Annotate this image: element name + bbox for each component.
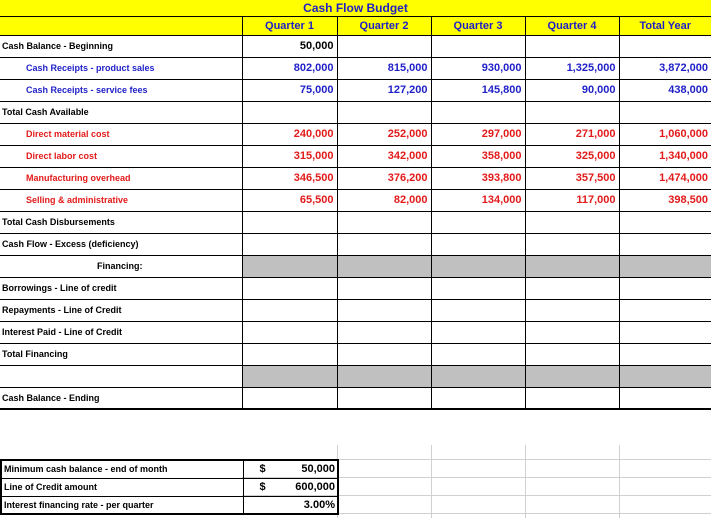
cell-q2[interactable] xyxy=(337,365,431,387)
cell-q2[interactable] xyxy=(337,387,431,409)
cell-q4[interactable] xyxy=(525,233,619,255)
cell-q1[interactable] xyxy=(242,255,337,277)
assumption-row xyxy=(1,496,338,514)
column-header-q4[interactable]: Quarter 4 xyxy=(525,17,619,35)
row-label[interactable]: Cash Flow - Excess (deficiency) xyxy=(0,233,242,255)
cell-q4[interactable] xyxy=(525,211,619,233)
cell-q1[interactable] xyxy=(242,299,337,321)
assumption-value-cell[interactable] xyxy=(243,460,338,478)
cell-q1[interactable]: 315,000 xyxy=(242,145,337,167)
cell-q4[interactable] xyxy=(525,35,619,57)
header-blank-cell[interactable] xyxy=(0,17,242,35)
cell-total-year[interactable] xyxy=(619,343,711,365)
cell-q1[interactable] xyxy=(242,233,337,255)
cell-total-year[interactable]: 1,340,000 xyxy=(619,145,711,167)
cell-q1[interactable]: 65,500 xyxy=(242,189,337,211)
table-row xyxy=(0,167,711,189)
assumption-value-cell[interactable] xyxy=(243,496,338,514)
cell-q2[interactable]: 127,200 xyxy=(337,79,431,101)
cell-q1[interactable]: 802,000 xyxy=(242,57,337,79)
cell-q1[interactable]: 50,000 xyxy=(242,35,337,57)
cell-total-year[interactable] xyxy=(619,35,711,57)
cell-q2[interactable] xyxy=(337,255,431,277)
assumption-value: 50,000 xyxy=(301,463,335,476)
cash-flow-table xyxy=(0,17,711,410)
table-row xyxy=(0,299,711,321)
row-label[interactable]: Cash Balance - Beginning xyxy=(0,35,242,57)
row-label[interactable]: Cash Receipts - product sales xyxy=(0,57,242,79)
cell-q3[interactable] xyxy=(431,343,525,365)
cell-q3[interactable] xyxy=(431,255,525,277)
row-label[interactable] xyxy=(0,365,242,387)
cell-q3[interactable]: 145,800 xyxy=(431,79,525,101)
cell-q4[interactable] xyxy=(525,277,619,299)
cell-q1[interactable] xyxy=(242,343,337,365)
cell-total-year[interactable] xyxy=(619,387,711,409)
cell-q4[interactable] xyxy=(525,387,619,409)
cell-q3[interactable]: 358,000 xyxy=(431,145,525,167)
cell-q2[interactable]: 252,000 xyxy=(337,123,431,145)
row-label[interactable]: Total Cash Disbursements xyxy=(0,211,242,233)
cell-q2[interactable] xyxy=(337,299,431,321)
column-header-total-year[interactable]: Total Year xyxy=(619,17,711,35)
table-row xyxy=(0,145,711,167)
row-label[interactable]: Total Financing xyxy=(0,343,242,365)
cell-q3[interactable] xyxy=(431,299,525,321)
cell-q1[interactable]: 346,500 xyxy=(242,167,337,189)
table-row xyxy=(0,387,711,409)
cell-q1[interactable] xyxy=(242,101,337,123)
cell-q1[interactable] xyxy=(242,321,337,343)
cell-total-year[interactable]: 1,474,000 xyxy=(619,167,711,189)
cell-q4[interactable] xyxy=(525,321,619,343)
table-row xyxy=(0,365,711,387)
cell-q2[interactable]: 376,200 xyxy=(337,167,431,189)
cell-total-year[interactable] xyxy=(619,299,711,321)
cell-total-year[interactable] xyxy=(619,321,711,343)
table-row xyxy=(0,211,711,233)
cell-q3[interactable]: 393,800 xyxy=(431,167,525,189)
assumption-value: 600,000 xyxy=(295,481,335,493)
assumption-row xyxy=(1,478,338,496)
assumption-label[interactable]: Minimum cash balance - end of month xyxy=(1,460,243,478)
table-row xyxy=(0,123,711,145)
currency-symbol: $ xyxy=(259,463,266,476)
row-label[interactable]: Borrowings - Line of credit xyxy=(0,277,242,299)
cell-q4[interactable] xyxy=(525,343,619,365)
table-row xyxy=(0,277,711,299)
cell-q3[interactable] xyxy=(431,277,525,299)
cell-q4[interactable]: 271,000 xyxy=(525,123,619,145)
assumption-label[interactable]: Line of Credit amount xyxy=(1,478,243,496)
column-header-row xyxy=(0,17,711,35)
cell-total-year[interactable] xyxy=(619,211,711,233)
currency-symbol: $ xyxy=(259,481,266,493)
cell-q4[interactable]: 357,500 xyxy=(525,167,619,189)
cell-total-year[interactable] xyxy=(619,365,711,387)
cell-q1[interactable] xyxy=(242,387,337,409)
table-row xyxy=(0,255,711,277)
cell-q3[interactable] xyxy=(431,321,525,343)
column-header-q1[interactable]: Quarter 1 xyxy=(242,17,337,35)
cell-q3[interactable] xyxy=(431,365,525,387)
cell-q2[interactable]: 82,000 xyxy=(337,189,431,211)
cell-q2[interactable]: 815,000 xyxy=(337,57,431,79)
cell-total-year[interactable]: 438,000 xyxy=(619,79,711,101)
assumptions-table xyxy=(0,459,339,515)
table-row xyxy=(0,343,711,365)
row-label[interactable]: Financing: xyxy=(0,255,242,277)
assumption-value-cell[interactable] xyxy=(243,478,338,496)
table-row xyxy=(0,189,711,211)
cell-total-year[interactable]: 3,872,000 xyxy=(619,57,711,79)
table-row xyxy=(0,233,711,255)
cell-total-year[interactable] xyxy=(619,277,711,299)
row-label[interactable]: Direct material cost xyxy=(0,123,242,145)
assumption-row xyxy=(1,460,338,478)
cell-q4[interactable]: 117,000 xyxy=(525,189,619,211)
cell-q3[interactable] xyxy=(431,211,525,233)
cell-q3[interactable]: 134,000 xyxy=(431,189,525,211)
cell-q2[interactable] xyxy=(337,233,431,255)
sheet-title: Cash Flow Budget xyxy=(303,1,408,15)
row-label[interactable]: Cash Receipts - service fees xyxy=(0,79,242,101)
cell-q2[interactable] xyxy=(337,101,431,123)
cell-q1[interactable] xyxy=(242,277,337,299)
cell-q1[interactable]: 240,000 xyxy=(242,123,337,145)
cell-q4[interactable]: 1,325,000 xyxy=(525,57,619,79)
cell-q1[interactable]: 75,000 xyxy=(242,79,337,101)
assumption-label[interactable]: Interest financing rate - per quarter xyxy=(1,496,243,514)
cell-q3[interactable] xyxy=(431,387,525,409)
cell-total-year[interactable] xyxy=(619,233,711,255)
title-bar xyxy=(0,0,711,17)
cell-q4[interactable] xyxy=(525,299,619,321)
cell-q2[interactable]: 342,000 xyxy=(337,145,431,167)
table-row xyxy=(0,321,711,343)
cell-total-year[interactable] xyxy=(619,255,711,277)
table-row xyxy=(0,35,711,57)
row-label[interactable]: Interest Paid - Line of Credit xyxy=(0,321,242,343)
cell-q1[interactable] xyxy=(242,211,337,233)
row-label[interactable]: Direct labor cost xyxy=(0,145,242,167)
table-row xyxy=(0,57,711,79)
cell-q3[interactable] xyxy=(431,233,525,255)
cell-q3[interactable]: 930,000 xyxy=(431,57,525,79)
cell-q3[interactable] xyxy=(431,101,525,123)
row-label[interactable]: Cash Balance - Ending xyxy=(0,387,242,409)
row-label[interactable]: Repayments - Line of Credit xyxy=(0,299,242,321)
cell-q2[interactable] xyxy=(337,343,431,365)
row-label[interactable]: Selling & administrative xyxy=(0,189,242,211)
cell-q2[interactable] xyxy=(337,321,431,343)
cell-q2[interactable] xyxy=(337,211,431,233)
cell-total-year[interactable]: 398,500 xyxy=(619,189,711,211)
cell-q3[interactable] xyxy=(431,35,525,57)
column-header-q2[interactable]: Quarter 2 xyxy=(337,17,431,35)
cell-q2[interactable] xyxy=(337,277,431,299)
row-label[interactable]: Manufacturing overhead xyxy=(0,167,242,189)
cell-q3[interactable]: 297,000 xyxy=(431,123,525,145)
cell-q4[interactable] xyxy=(525,101,619,123)
table-row xyxy=(0,79,711,101)
cell-total-year[interactable] xyxy=(619,101,711,123)
row-label[interactable]: Total Cash Available xyxy=(0,101,242,123)
cell-q4[interactable]: 325,000 xyxy=(525,145,619,167)
cell-q4[interactable] xyxy=(525,255,619,277)
assumption-value: 3.00% xyxy=(303,498,335,511)
cell-q1[interactable] xyxy=(242,365,337,387)
cell-total-year[interactable]: 1,060,000 xyxy=(619,123,711,145)
cell-q4[interactable] xyxy=(525,365,619,387)
cell-q2[interactable] xyxy=(337,35,431,57)
table-row xyxy=(0,101,711,123)
cell-q4[interactable]: 90,000 xyxy=(525,79,619,101)
column-header-q3[interactable]: Quarter 3 xyxy=(431,17,525,35)
